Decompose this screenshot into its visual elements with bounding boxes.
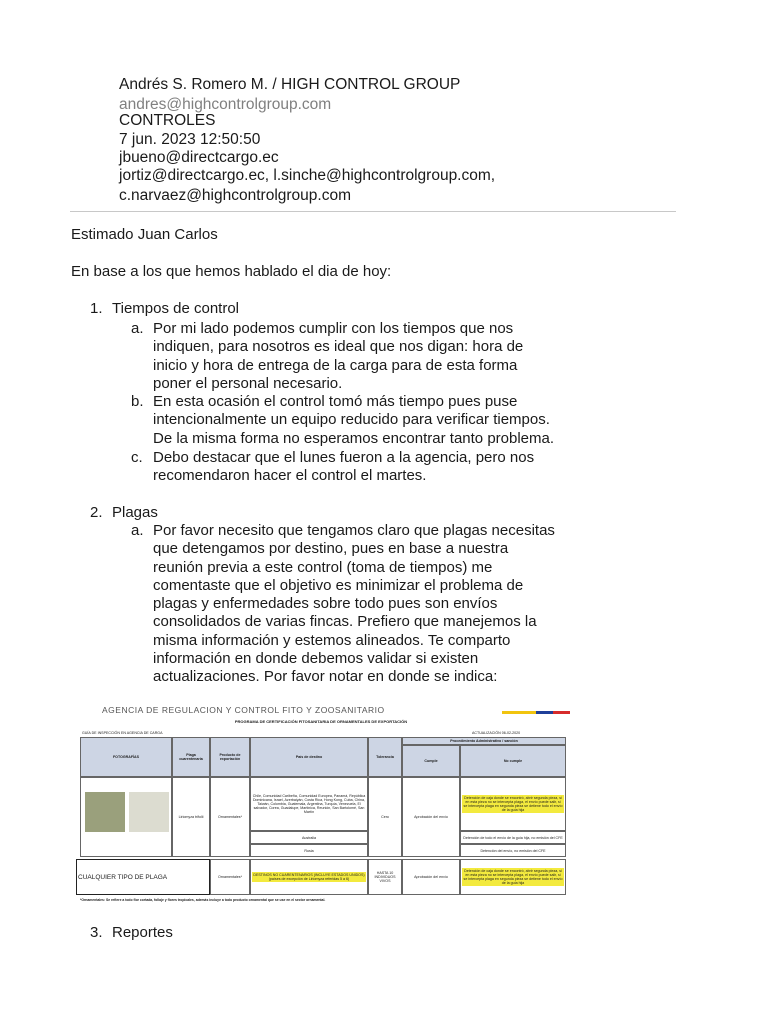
cc-value-line2[interactable]: c.narvaez@highcontrolgroup.com: [119, 187, 351, 204]
list-title-reportes: Reportes: [112, 924, 173, 941]
date-value: 7 jun. 2023 12:50:50: [119, 131, 261, 148]
text-line: recomendaron hacer el control el martes.: [153, 467, 427, 485]
list-number-2: 2.: [90, 504, 103, 521]
td-paises-2: [250, 859, 368, 895]
to-value[interactable]: jbueno@directcargo.ec: [119, 149, 279, 166]
td-producto: Ornamentales*: [210, 777, 250, 857]
sub-text-1a: [153, 320, 573, 393]
td-tolerancia-2: HASTA 10 INDIVIDUOS VIVOS: [368, 859, 402, 895]
sub-text-2a: [153, 522, 593, 687]
photo-cell: [80, 777, 172, 857]
th-no-cumple: No cumple: [460, 745, 566, 777]
td-tolerancia: Cero: [368, 777, 402, 857]
th-tolerancia: Tolerancia: [368, 737, 402, 777]
text-line: misma información y estemos alineados. Te comparto: [153, 631, 511, 649]
td-cualquier-plaga: [76, 859, 210, 895]
leaf-photo: [85, 792, 125, 832]
text-line: En esta ocasión el control tomó más tiempo pues puse: [153, 393, 518, 410]
flag-stripe: [502, 711, 570, 714]
text-line: De la misma forma no esperamos encontrar tanto problema.: [153, 429, 555, 447]
pest-inspection-table-image: [72, 703, 570, 908]
td-pais-australia: Australia: [250, 831, 368, 844]
intro-text: En base a los que hemos hablado el dia de hoy:: [71, 263, 392, 280]
list-title-tiempos: Tiempos de control: [112, 300, 240, 317]
list-number-1: 1.: [90, 300, 103, 317]
sub-letter-2a: a.: [131, 522, 144, 539]
program-title: PROGRAMA DE CERTIFICACIÓN FITOSANITARIA DE ORNAMENTALES DE EXPORTACIÓN: [234, 719, 408, 724]
th-pais: País de destino: [250, 737, 368, 777]
text-line: inicio y hora de entrega de la carga para de esta forma: [153, 356, 518, 374]
text-line: consolidados de varias fincas. Prefiero que manejemos la: [153, 613, 537, 631]
text-line: intencionalmente un equipo reducido para verificar tiempos.: [153, 411, 550, 429]
sub-letter-1c: c.: [131, 449, 143, 466]
sub-letter-1a: a.: [131, 320, 144, 337]
guide-title: GUÍA DE INSPECCIÓN EN AGENCIA DE CARGA: [82, 731, 163, 735]
subject-value: CONTROLES: [119, 112, 216, 129]
th-procedimiento: Procedimiento Administrativo / sanción: [402, 737, 566, 745]
cualquier-plaga-text: CUALQUIER TIPO DE PLAGA: [78, 873, 168, 881]
cc-value-line1[interactable]: jortiz@directcargo.ec, l.sinche@highcontrolgroup.com,: [119, 167, 496, 184]
text-line: plagas y enfermedades sobre todo pues son envíos: [153, 595, 498, 613]
text-line: Por mi lado podemos cumplir con los tiempos que nos: [153, 320, 514, 337]
td-producto-2: Ornamentales*: [210, 859, 250, 895]
td-cumple-2: Aprobación del envío: [402, 859, 460, 895]
td-no-cumple-australia: Detención de todo el envío de la guía hija, no emisión del CFE: [460, 831, 566, 844]
text-line: comentaste que el objetivo es minimizar el problema de: [153, 576, 524, 594]
list-title-plagas: Plagas: [112, 504, 158, 521]
text-line: reunión previa a este control (toma de tiempos) me: [153, 558, 493, 576]
th-fotografias: FOTOGRAFÍAS: [80, 737, 172, 777]
from-name: Andrés S. Romero M. / HIGH CONTROL GROUP: [119, 76, 461, 93]
sub-letter-1b: b.: [131, 393, 144, 410]
td-no-cumple-rusia: Detención del envío, no emisión del CFE: [460, 844, 566, 857]
highlighted-text: DESTINOS NO CUARENTENARIOS (INCLUYE ESTADOS UNIDOS) (países de excepción de Liriomyza referidas 5 a 6): [253, 873, 365, 881]
greeting: Estimado Juan Carlos: [71, 226, 218, 243]
td-cumple: Aprobación del envío: [402, 777, 460, 857]
highlighted-text: Detención de caja donde se encontró, abrir segunda pieza, si en esta pieza no se intercepta plaga, el envío puede salir, si se intercepta plaga en segunda pieza se detiene todo el envío de la guía hija: [463, 869, 563, 885]
text-line: que detengamos por destino, pues en base a nuestra: [153, 540, 509, 558]
text-line: indiquen, para nosotros es ideal que nos digan: hora de: [153, 338, 524, 356]
sub-text-1c: [153, 449, 573, 486]
sub-text-1b: [153, 393, 593, 448]
th-producto: Producto de exportación: [210, 737, 250, 777]
agency-title: AGENCIA DE REGULACION Y CONTROL FITO Y ZOOSANITARIO: [102, 705, 385, 715]
td-no-cumple: [460, 777, 566, 831]
list-number-3: 3.: [90, 924, 103, 941]
highlighted-text: Detención de caja donde se encontró, abrir segunda pieza, si en esta pieza no se intercepta plaga, el envío puede salir, si se intercepta plaga en segunda pieza se detiene todo el envío de la guía hija: [463, 796, 563, 812]
from-email[interactable]: andres@highcontrolgroup.com: [119, 96, 332, 113]
text-line: Debo destacar que el lunes fueron a la agencia, pero nos: [153, 449, 535, 466]
th-plaga: Plaga cuarentenaria: [172, 737, 210, 777]
update-date: ACTUALIZACIÓN 06-02-2020: [472, 731, 521, 735]
text-line: actualizaciones. Por favor notar en donde se indica:: [153, 668, 498, 686]
table-footnote: *Ornamentales: Se refiere a todo flor cortada, follaje y flores tropicales, además incluye a todo producto ornamental que se use en el sector ornamental.: [80, 898, 326, 902]
text-line: Por favor necesito que tengamos claro que plagas necesitas: [153, 522, 555, 539]
td-plaga-liriomyza: Liriomyza trifolii: [172, 777, 210, 857]
td-no-cumple-2: [460, 859, 566, 895]
td-paises: Chile, Comunidad Caribeña, Comunidad Europea, Panamá, República Dominicana, Israel, Azerbaiyán, Costa Rica, Hong Kong, Cuba, China, Taiwán, Colombia, Guatemala, Argentina, Turquía, Venezuela, El salvador, Corea, Guadalupe, Martinica, Reunión, San Bartolomé, San Martín: [250, 777, 368, 831]
text-line: poner el personal necesario.: [153, 374, 343, 392]
text-line: información en donde debemos validar si existen: [153, 650, 479, 668]
insect-photo: [129, 792, 169, 832]
th-cumple: Cumple: [402, 745, 460, 777]
td-pais-rusia: Rusia: [250, 844, 368, 857]
header-divider: [70, 211, 676, 212]
